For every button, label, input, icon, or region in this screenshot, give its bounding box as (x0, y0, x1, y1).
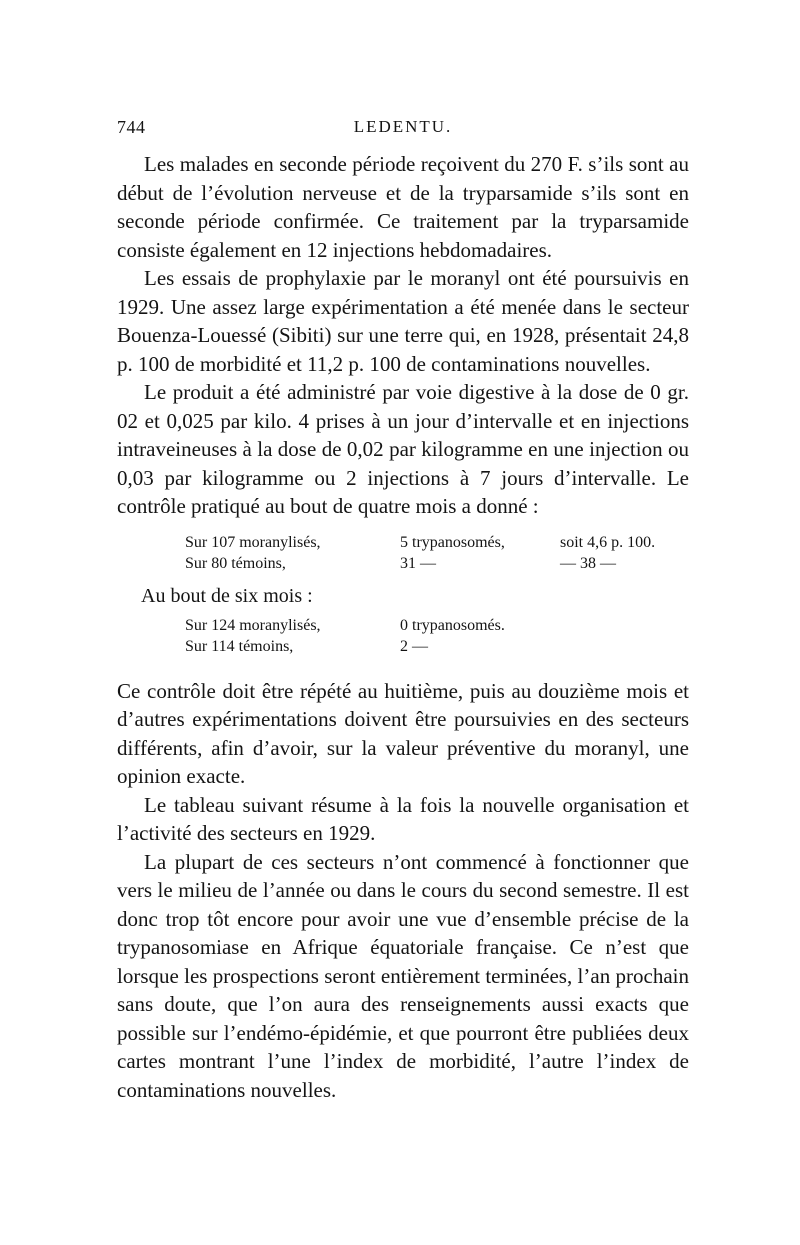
page-header (117, 117, 689, 141)
table-cell: 0 trypanosomés. (400, 616, 505, 634)
paragraph-table-summary: Le tableau suivant résume à la fois la nouvelle organisation et l’activité des secteurs en 1929. (117, 792, 689, 845)
table-cell: soit 4,6 p. 100. (560, 533, 656, 551)
table-row (185, 615, 689, 636)
paragraph-administration: Le produit a été administré par voie digestive à la dose de 0 gr. 02 et 0,025 par kilo. 4 prises à un jour d’intervalle et en injections intraveineuses à la dose de 0,02 par kilogramme en une injection ou 0,03 par kilogramme ou 2 injections à 7 jours d’intervalle. Le contrôle pratiqué au bout de quatre mois a donné : (117, 380, 689, 518)
table-cell: Sur 80 témoins, (185, 554, 286, 572)
table-cell: Sur 114 témoins, (185, 637, 294, 655)
table-row (185, 636, 689, 657)
table-four-months (185, 532, 689, 574)
table-cell: 5 trypanosomés, (400, 533, 505, 551)
paragraph-prophylaxis: Les essais de prophylaxie par le moranyl ont été poursuivis en 1929. Une assez large expérimentation a été menée dans le secteur Bouenza-Louessé (Sibiti) sur une terre qui, en 1928, présentait 24,8 p. 100 de morbidité et 11,2 p. 100 de contaminations nouvelles. (117, 266, 689, 376)
table-cell: Sur 124 moranylisés, (185, 616, 321, 634)
table-row (185, 553, 689, 574)
paragraph-treatment: Les malades en seconde période reçoivent du 270 F. s’ils sont au début de l’évolution nerveuse et de la tryparsamide s’ils sont en seconde période confirmée. Ce traitement par la tryparsamide consiste également en 12 injections hebdomadaires. (117, 152, 689, 262)
table-cell: — 38 — (560, 554, 616, 572)
table-cell: 31 — (400, 554, 436, 572)
table-cell: 2 — (400, 637, 428, 655)
page-body (117, 150, 689, 1104)
six-months-intro: Au bout de six mois : (141, 584, 313, 607)
table-row (185, 532, 689, 553)
paragraph-control: Ce contrôle doit être répété au huitième, puis au douzième mois et d’autres expérimentations doivent être poursuivies en des secteurs différents, afin d’avoir, sur la valeur préventive du moranyl, une opinion exacte. (117, 678, 689, 788)
page-number: 744 (117, 117, 146, 137)
paragraph-sectors: La plupart de ces secteurs n’ont commencé à fonctionner que vers le milieu de l’année ou dans le cours du second semestre. Il est donc trop tôt encore pour avoir une vue d’ensemble précise de la trypanosomiase en Afrique équatoriale française. Ce n’est que lorsque les prospections seront entièrement terminées, l’an prochain sans doute, que l’on aura des renseignements aussi exacts que possible sur l’endémo-épidémie, et que pourront être publiées deux cartes montrant l’une l’index de morbidité, l’autre l’index de contaminations nouvelles. (117, 849, 689, 1102)
table-six-months (185, 615, 689, 657)
table-cell: Sur 107 moranylisés, (185, 533, 321, 551)
running-title: LEDENTU. (353, 117, 453, 136)
